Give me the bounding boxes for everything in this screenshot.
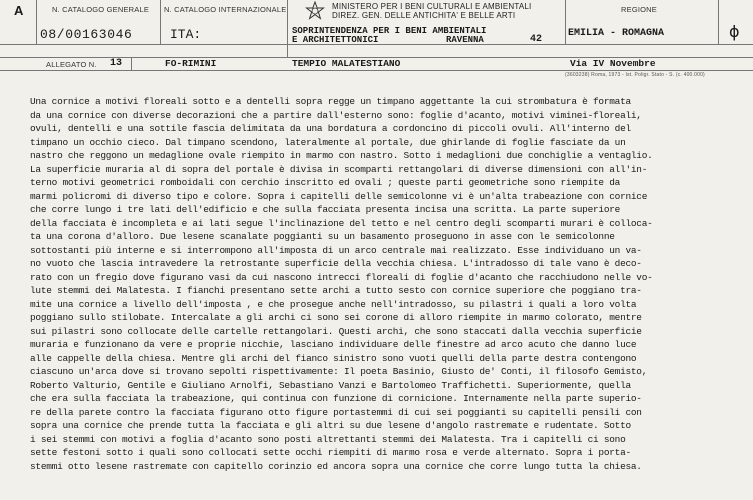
soprintendenza-line2: E ARCHITETTONICI (292, 35, 379, 45)
print-note: (3603238) Roma, 1973 - Ist. Poligr. Stato - S. (c. 400.000) (565, 72, 705, 78)
ministero-line2: DIREZ. GEN. DELLE ANTICHITA' E BELLE ARTI (332, 11, 516, 20)
text-line: sui pilastri sono collocate delle cartelle rettangolari. Questi archi, che sono staccati dalla vecchia superficie (30, 325, 642, 337)
text-line: Una cornice a motivi floreali sotto e a dentelli sopra regge un timpano aggettante la cui strombatura è formata (30, 96, 631, 107)
text-line: terno motivi geometrici romboidali con cerchio inscritto ed ovali ; queste parti geometriche sono riempite da (30, 177, 621, 188)
allegato-value: 13 (110, 58, 123, 69)
allegato-label: ALLEGATO N. (46, 60, 97, 69)
divider (287, 0, 288, 57)
text-line: ciascuno un'arca dove si trovano sepolti rispettivamente: Il poeta Basinio, Giusto de' Conti, il filosofo Gemisto, (30, 366, 648, 377)
provincia-value: FO-RIMINI (165, 58, 217, 69)
divider (718, 0, 719, 44)
text-line: rato con un fregio dove figurano vasi da cui nascono intrecci floreali di foglie d'acanto che racchiudono nelle vo- (30, 271, 653, 283)
divider (36, 0, 37, 44)
indirizzo-value: Via IV Novembre (570, 58, 656, 69)
text-line: alle cappelle della chiesa. Mentre gli archi del fianco sinistro sono vuoti quelli della parte destra contengono (30, 352, 637, 364)
text-line: ovuli, dentelli e una sottile fascia delimitata da una bordatura a cordoncino di piccoli ovuli. All'interno del (30, 123, 631, 134)
text-line: sette festoni sotto i quali sono collocati sette occhi riempiti di marmo rosa e verde alternato. Sopra i porta- (30, 447, 631, 458)
regione-value: EMILIA - ROMAGNA (568, 28, 665, 39)
text-line: timpano un occhio cieco. Dal timpano scendono, lateralmente al portale, due ghirlande di foglie fasciate da un (30, 136, 626, 148)
text-line: che era sulla facciata la trabeazione, qui continua con funzione di cornicione. Internamente nella parte superio- (30, 393, 642, 404)
ministero-line1: MINISTERO PER I BENI CULTURALI E AMBIENTALI (332, 2, 532, 11)
oggetto-value: TEMPIO MALATESTIANO (292, 58, 401, 69)
text-line: muraria e funzionano da vere e proprie nicchie, lasciano individuare delle finestre ad arco acuto che danno luce (30, 339, 637, 350)
text-line: poggiano sullo stilobate. Intercalate a gli archi ci sono sei corone di alloro riempite in marmo colorato, mentre (30, 312, 642, 323)
text-line: sopra una cornice che prende tutta la facciata e gli altri su due lesene d'angolo rastremate e rudentate. Sotto (30, 420, 631, 431)
section-letter: A (14, 3, 24, 18)
text-line: marmi policromi di diverso tipo e colore. Sopra i capitelli delle semicolonne vi è un'alta trabeazione con cornice (30, 190, 648, 202)
text-line: che corre lungo i tre lati dell'edificio e che sulla facciata presenta incisa una scritta. La parte superiore (30, 204, 621, 215)
text-line: lute stemmi dei Malatesta. I fianchi presentano sette archi a tutto sesto con cornice superiore che poggiano tra- (30, 285, 642, 296)
text-line: nastro che reggono un medaglione ovale riempito in marmo con nastro. Sotto i medaglioni due conchiglie a ventaglio. (30, 150, 653, 161)
divider (565, 0, 566, 44)
text-line: La superficie muraria al di sopra del portale è divisa in scomparti rettangolari di diverse dimensioni con all'in- (30, 163, 648, 175)
catalogo-internazionale-label: N. CATALOGO INTERNAZIONALE (164, 5, 287, 14)
regione-label: REGIONE (621, 5, 657, 14)
catalogo-generale-value: 08/00163046 (40, 27, 133, 42)
catalogo-internazionale-value: ITA: (170, 27, 202, 42)
text-line: stemmi otto lesene rastremate con capitello corinzio ed ancora sopra una cornice che corre lungo tutta la chiesa. (30, 460, 642, 472)
corner-mark: ϕ (729, 22, 740, 41)
text-line: sottostanti più interne e si interrompono all'imposta di un arco centrale mai realizzato. Esse individuano un va- (30, 244, 642, 256)
emblem-icon (305, 1, 325, 21)
soprintendenza-line1: SOPRINTENDENZA PER I BENI AMBIENTALI (292, 26, 487, 36)
text-line: i sei stemmi con motivi a foglia d'acanto sono posti altrettanti stemmi dei Malatesta. Tra i capitelli ci sono (30, 433, 626, 445)
soprintendenza-code: 42 (530, 34, 543, 45)
soprintendenza-city: RAVENNA (446, 35, 484, 45)
text-line: da una cornice con diverse decorazioni che a partire dall'esterno sono: foglie d'acanto, motivi viminei-floreali, (30, 109, 642, 121)
description-text (30, 95, 742, 473)
text-line: no vuoto che lascia intravedere la retrostante superficie della vecchia chiesa. L'intradosso di tale vano è deco- (30, 258, 642, 269)
text-line: Roberto Valturio, Gentile e Giuliano Arnolfi, Sebastiano Vanzi e Bartolomeo Traffichetti. Superiormente, quella (30, 379, 631, 391)
text-line: ta una corona d'alloro. Due lesene scanalate poggianti su un basamento proseguono in asse con le semicolonne (30, 231, 615, 242)
divider (0, 70, 753, 71)
text-line: della facciata è incompleta e ai lati segue l'inclinazione del tetto e nel centro degli scomparti murari è colloca- (30, 217, 653, 229)
divider (160, 0, 161, 44)
text-line: mite una cornice a livello dell'imposta , e che prosegue anche nell'intradosso, su pilastri i quali a loro volta (30, 298, 637, 310)
text-line: re della parete contro la facciata figurano otto figure portastemmi di cui sei poggianti su capitelli pensili con (30, 406, 642, 418)
catalogo-generale-label: N. CATALOGO GENERALE (52, 5, 150, 14)
divider (131, 57, 132, 70)
